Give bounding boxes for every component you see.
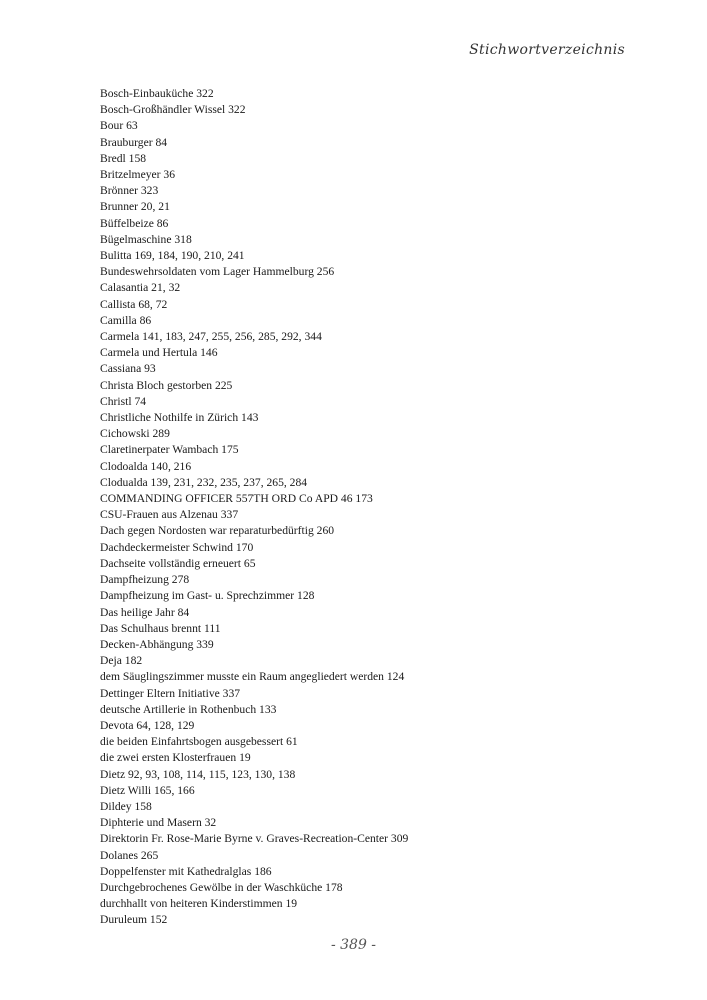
index-entry: Britzelmeyer 36 [100, 168, 176, 182]
index-entry: durchhallt von heiteren Kinderstimmen 19 [100, 897, 298, 911]
index-entry: Diphterie und Masern 32 [100, 816, 217, 830]
index-entry: Dampfheizung 278 [100, 573, 190, 587]
index-entry: Dolanes 265 [100, 848, 159, 862]
index-entry: Calasantia 21, 32 [100, 281, 181, 295]
index-entry: Dettinger Eltern Initiative 337 [100, 686, 241, 700]
index-entry-list [100, 86, 408, 929]
index-entry: Bosch-Einbauküche 322 [100, 87, 214, 100]
index-entry: Bour 63 [100, 119, 138, 133]
index-entry: Bügelmaschine 318 [100, 232, 192, 246]
index-entry: Brönner 323 [100, 184, 159, 198]
index-entry: die beiden Einfahrtsbogen ausgebessert 61 [100, 735, 298, 749]
index-entry: Dachseite vollständig erneuert 65 [100, 556, 256, 570]
index-entry: Claretinerpater Wambach 175 [100, 443, 239, 457]
index-entry: deutsche Artillerie in Rothenbuch 133 [100, 702, 277, 716]
page-number: - 389 - [330, 937, 377, 953]
index-entry: Bundeswehrsoldaten vom Lager Hammelburg 256 [100, 265, 335, 279]
index-entry: Dietz 92, 93, 108, 114, 115, 123, 130, 138 [100, 767, 296, 781]
index-entry: Christl 74 [100, 394, 147, 408]
index-entry: Dach gegen Nordosten war reparaturbedürftig 260 [100, 524, 335, 538]
index-entry: dem Säuglingszimmer musste ein Raum angegliedert werden 124 [100, 670, 405, 684]
index-entry: Carmela und Hertula 146 [100, 346, 218, 360]
index-entry: Das heilige Jahr 84 [100, 605, 190, 619]
index-entry: Christa Bloch gestorben 225 [100, 378, 233, 392]
index-entry: Bosch-Großhändler Wissel 322 [100, 103, 246, 117]
index-entry: CSU-Frauen aus Alzenau 337 [100, 508, 239, 522]
index-entry: Dachdeckermeister Schwind 170 [100, 540, 254, 554]
index-entry: Clodoalda 140, 216 [100, 459, 192, 473]
index-entry: Das Schulhaus brennt 111 [100, 621, 221, 635]
running-header: Stichwortverzeichnis [469, 42, 625, 58]
index-entry: Dietz Willi 165, 166 [100, 783, 195, 797]
index-entry: Duruleum 152 [100, 913, 168, 927]
index-entry: die zwei ersten Klosterfrauen 19 [100, 751, 251, 765]
index-entry: Clodualda 139, 231, 232, 235, 237, 265, 284 [100, 475, 308, 489]
index-entry: Dampfheizung im Gast- u. Sprechzimmer 128 [100, 589, 315, 603]
index-entry: Carmela 141, 183, 247, 255, 256, 285, 292, 344 [100, 330, 322, 344]
index-entry: Bulitta 169, 184, 190, 210, 241 [100, 249, 245, 263]
index-entry: Brunner 20, 21 [100, 200, 170, 214]
index-entry: Christliche Nothilfe in Zürich 143 [100, 411, 259, 425]
index-entry: Cassiana 93 [100, 362, 156, 376]
index-entry: Büffelbeize 86 [100, 216, 169, 230]
index-entry: COMMANDING OFFICER 557TH ORD Co APD 46 173 [100, 492, 373, 506]
index-entry: Decken-Abhängung 339 [100, 637, 214, 651]
index-entry: Brauburger 84 [100, 135, 168, 149]
index-entry: Cichowski 289 [100, 427, 170, 441]
index-entry: Camilla 86 [100, 313, 152, 327]
index-entry: Durchgebrochenes Gewölbe in der Waschküche 178 [100, 880, 343, 894]
index-entry: Deja 182 [100, 654, 143, 668]
index-entry: Doppelfenster mit Kathedralglas 186 [100, 864, 272, 878]
index-entry: Dildey 158 [100, 799, 152, 813]
index-entry: Devota 64, 128, 129 [100, 718, 195, 732]
index-entry: Bredl 158 [100, 151, 147, 165]
index-entry: Callista 68, 72 [100, 297, 168, 311]
index-entry: Direktorin Fr. Rose-Marie Byrne v. Graves-Recreation-Center 309 [100, 832, 409, 846]
